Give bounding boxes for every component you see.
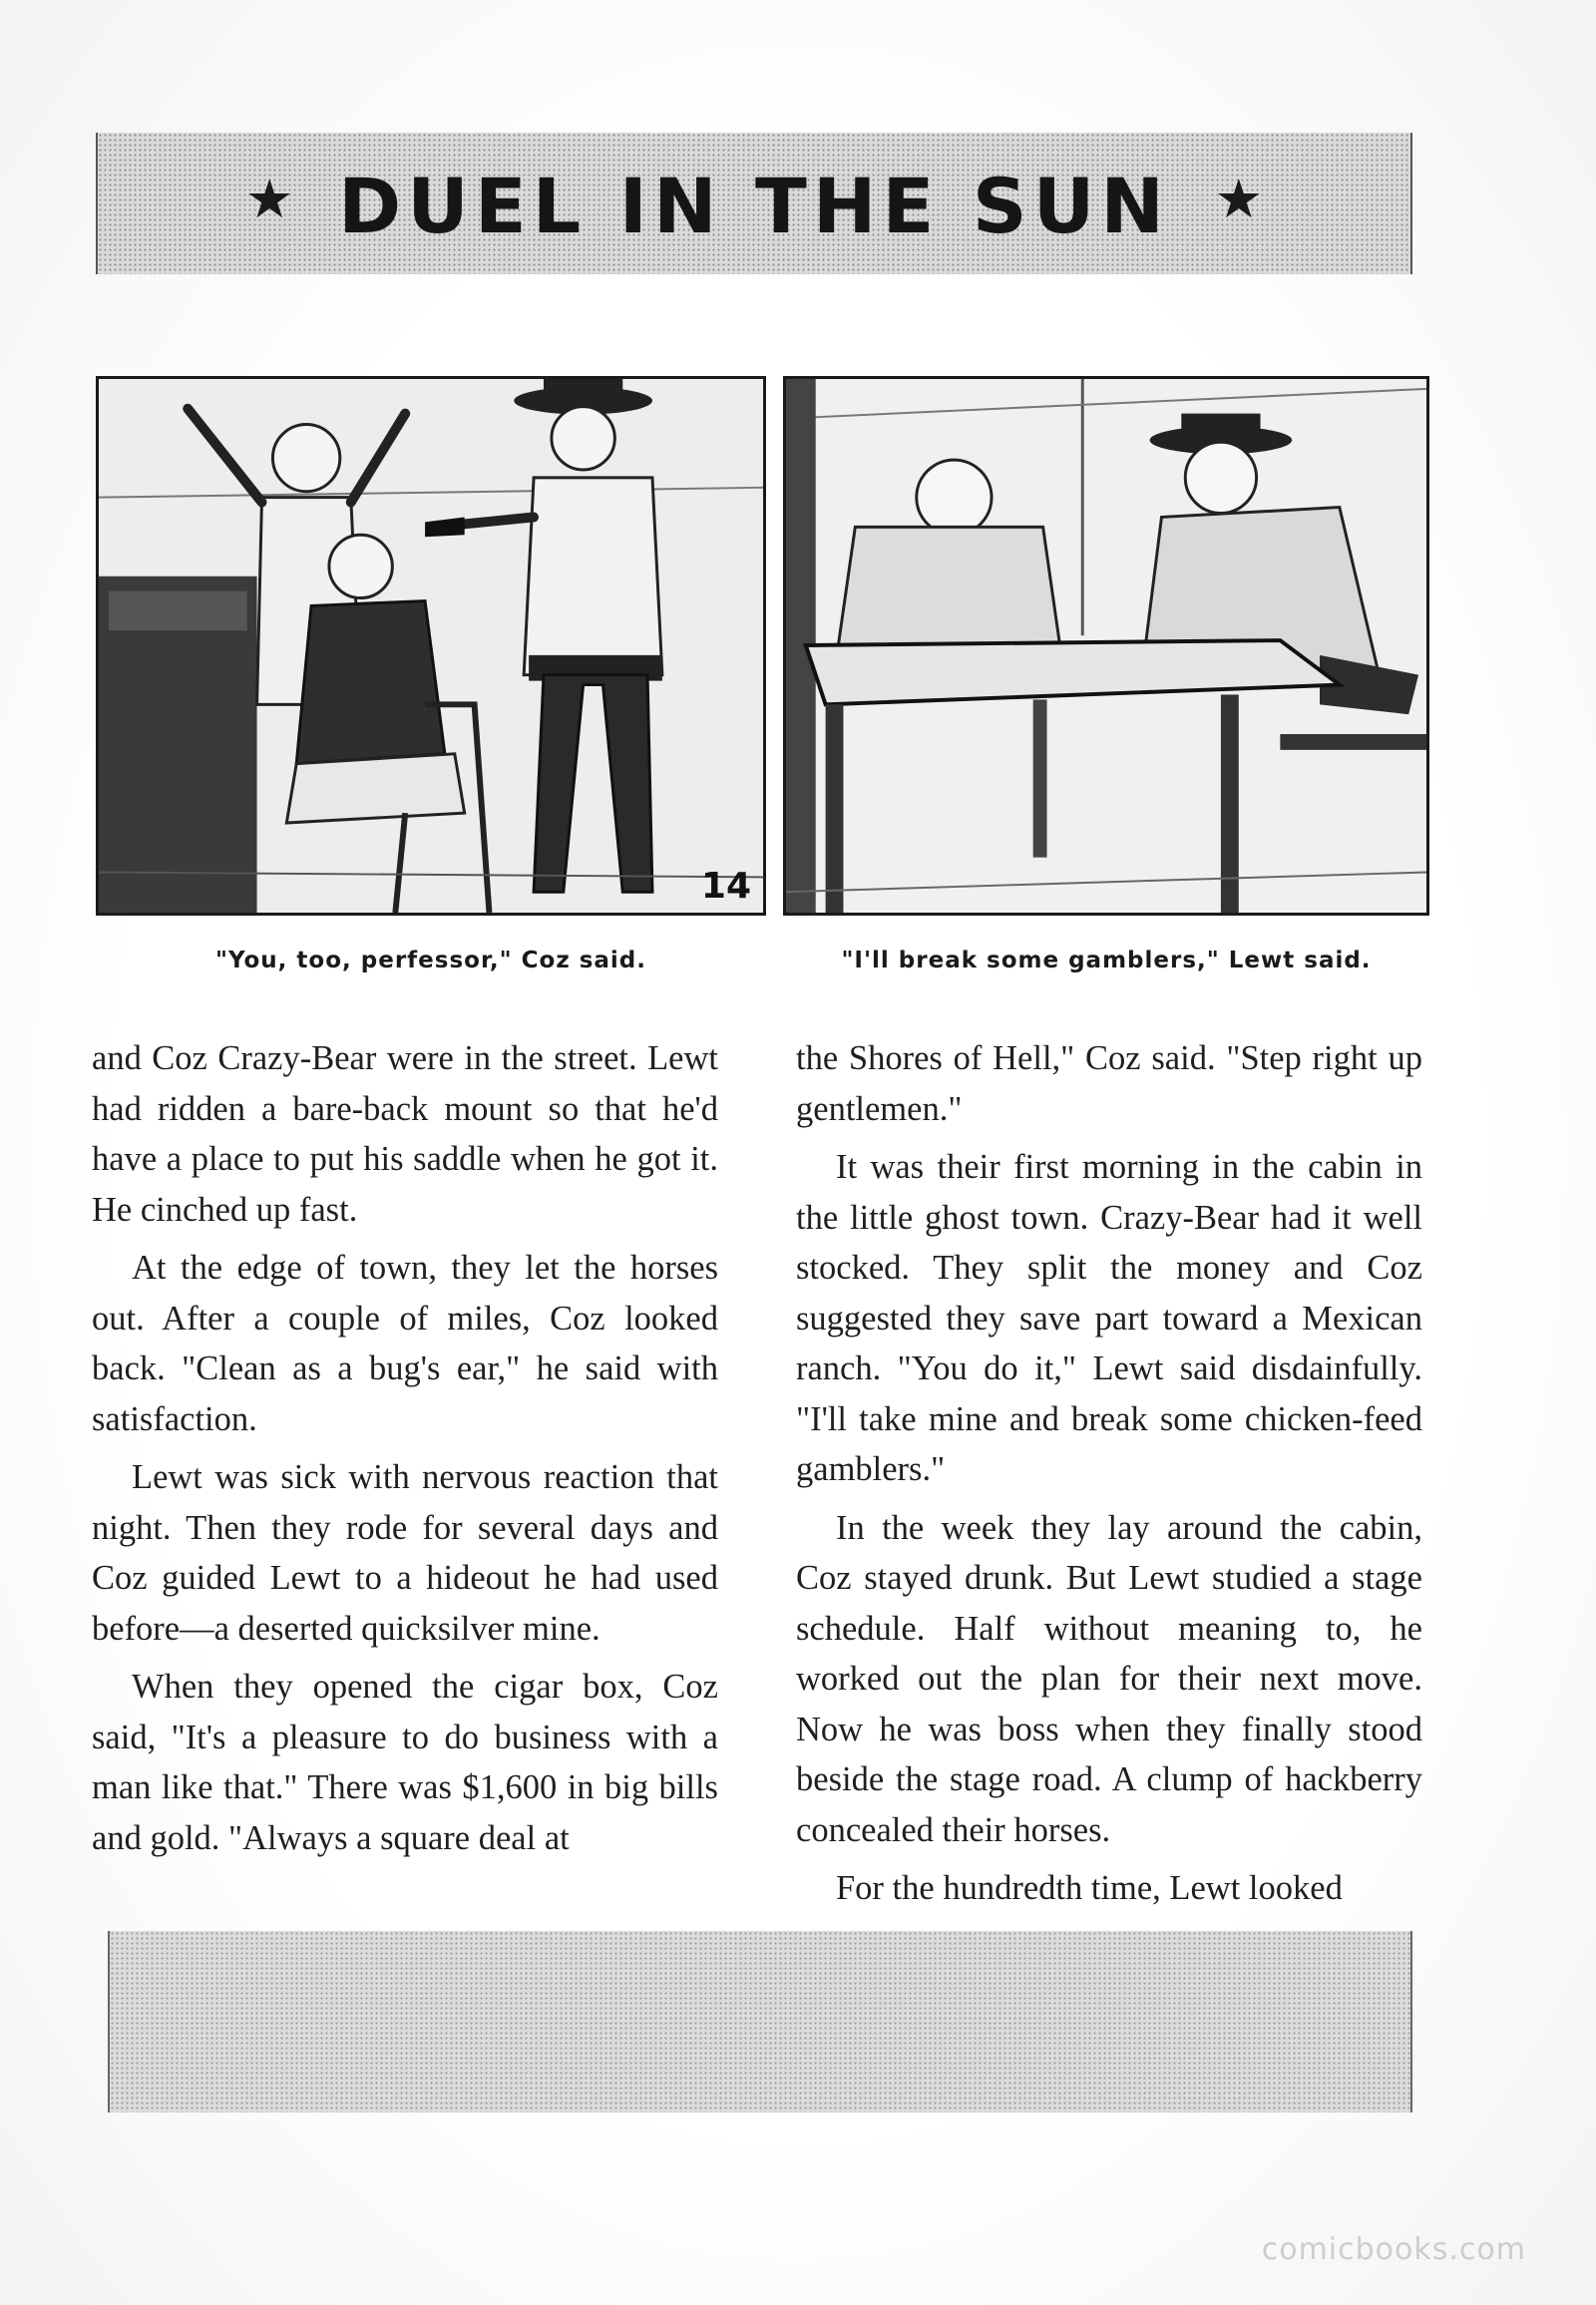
saloon-illustration (99, 379, 763, 913)
paragraph: It was their first morning in the cabin in the little ghost town. Crazy-Bear had it well stocked. They split the money and Coz suggested they save part toward a Mexican ranch. "You do it," Lewt said disdainfully. "I'll take mine and break some chicken-feed gamblers." (796, 1148, 1422, 1488)
title-banner (96, 133, 1412, 274)
panel-caption-left: "You, too, perfessor," Coz said. (214, 948, 647, 973)
paragraph: the Shores of Hell," Coz said. "Step right up gentlemen." (796, 1039, 1422, 1128)
paragraph: Lewt was sick with nervous reaction that night. Then they rode for several days and Coz guided Lewt to a hideout he had used before—a deserted quicksilver mine. (92, 1458, 718, 1648)
page-title: DUEL IN THE SUN (338, 161, 1170, 250)
panel-caption-right: "I'll break some gamblers," Lewt said. (841, 948, 1372, 973)
illustration-panel-right (783, 376, 1429, 916)
text-column-left (92, 1033, 718, 1871)
paragraph: and Coz Crazy-Bear were in the street. Lewt had ridden a bare-back mount so that he'd have a place to put his saddle when he got it. He cinched up fast. (92, 1039, 718, 1229)
paragraph: For the hundredth time, Lewt looked (836, 1869, 1343, 1907)
star-icon: ★ (245, 168, 294, 230)
text-column-right (796, 1033, 1422, 1922)
cabin-illustration (786, 379, 1426, 913)
halftone-footer-box (108, 1931, 1412, 2113)
paragraph: When they opened the cigar box, Coz said, "It's a pleasure to do business with a man like that." There was $1,600 in big bills and gold. "Always a square deal at (92, 1668, 718, 1857)
paragraph: In the week they lay around the cabin, Coz stayed drunk. But Lewt studied a stage schedule. Half without meaning to, he worked out the plan for their next move. Now he was boss when they finally stood beside the stage road. A clump of hackberry concealed their horses. (796, 1508, 1422, 1849)
star-icon: ★ (1214, 168, 1263, 230)
paragraph: At the edge of town, they let the horses out. After a couple of miles, Coz looked back. "Clean as a bug's ear," he said with satisfaction. (92, 1249, 718, 1438)
panel-number: 14 (700, 866, 751, 907)
illustration-panel-left (96, 376, 766, 916)
watermark: comicbooks.com (1261, 2232, 1526, 2267)
